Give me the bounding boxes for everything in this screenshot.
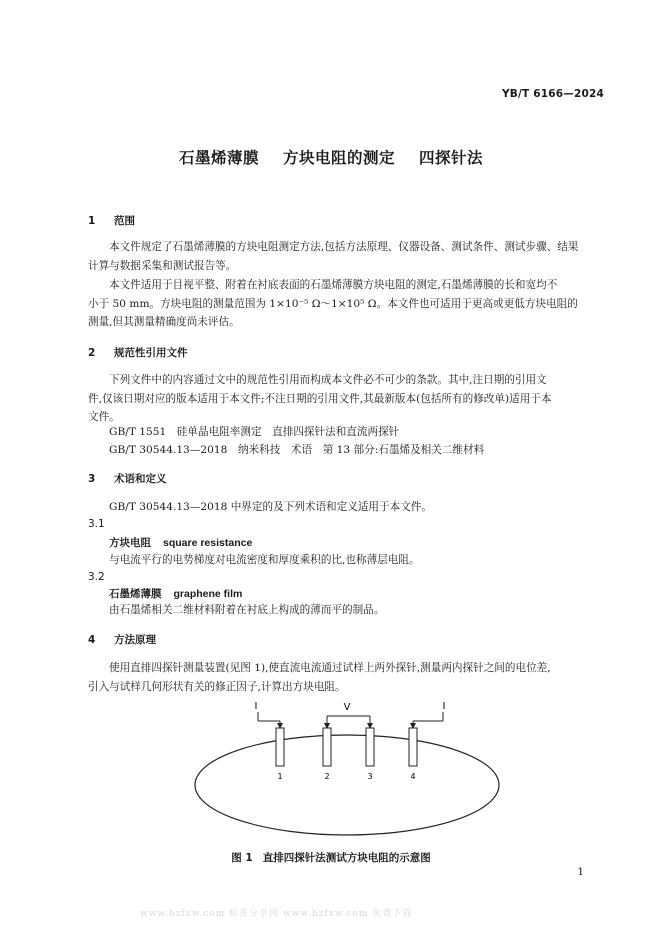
label-current-right: I: [442, 701, 446, 712]
section-number: 4: [88, 634, 96, 646]
sample-ellipse: [195, 735, 499, 835]
probe-1: [276, 728, 284, 766]
term-chinese: 石墨烯薄膜: [109, 588, 162, 600]
text-line: 引入与试样几何形状有关的修正因子,计算出方块电阻。: [88, 680, 346, 693]
section-3-intro: GB/T 30544.13—2018 中界定的及下列术语和定义适用于本文件。: [109, 501, 432, 513]
term-3-2-definition: 由石墨烯相关二维材料附着在衬底上构成的薄而平的制品。: [109, 604, 385, 616]
title-part-2: 方块电阻的测定: [282, 149, 395, 167]
text-line: 小于 50 mm。方块电阻的测量范围为 1×10⁻⁵ Ω～1×10⁵ Ω。本文件也可适用于更高或更低方块电阻的: [88, 297, 578, 310]
standard-number: YB/T 6166—2024: [501, 88, 604, 100]
figure-number: 图 1: [231, 852, 253, 864]
page-number: 1: [577, 866, 584, 878]
probe-2-label: 2: [324, 772, 330, 781]
section-title: 范围: [114, 215, 135, 227]
probe-2: [323, 728, 331, 766]
figure-caption-text: 直排四探针法测试方块电阻的示意图: [262, 852, 431, 864]
probe-1-label: 1: [277, 772, 283, 781]
probe-3: [366, 728, 374, 766]
watermark-text: www.bzfxw.com 标准分享网 www.bzfxw.com 免费下载: [140, 909, 413, 919]
title-part-3: 四探针法: [419, 149, 484, 167]
label-voltage: V: [343, 702, 351, 713]
text-line: 下列文件中的内容通过文中的规范性引用而构成本文件必不可少的条款。其中,注日期的引用文: [109, 374, 547, 386]
section-number: 2: [88, 347, 96, 359]
text-line: 本文件规定了石墨烯薄膜的方块电阻测定方法,包括方法原理、仪器设备、测试条件、测试步骤、结果: [109, 241, 579, 253]
term-3-1-definition: 与电流平行的电势梯度对电流密度和厚度乘积的比,也称薄层电阻。: [109, 554, 420, 566]
section-title: 术语和定义: [114, 473, 167, 485]
section-title: 规范性引用文件: [114, 347, 188, 359]
text-line: 计算与数据采集和测试报告等。: [88, 259, 237, 272]
text-line: 本文件适用于目视平整、附着在衬底表面的石墨烯薄膜方块电阻的测定,石墨烯薄膜的长和宽均不: [109, 279, 558, 291]
title-part-1: 石墨烯薄膜: [178, 149, 259, 167]
section-title: 方法原理: [114, 634, 156, 646]
term-english: square resistance: [163, 537, 253, 549]
probe-4: [409, 728, 417, 766]
text-line: 测量,但其测量精确度尚未评估。: [88, 316, 240, 328]
figure-caption: [0, 850, 662, 865]
section-number: 1: [88, 215, 96, 227]
section-number: 3: [88, 473, 96, 485]
text-line: 文件。: [88, 411, 120, 423]
normative-reference-1: GB/T 1551 硅单晶电阻率测定 直排四探针法和直流两探针: [109, 426, 400, 438]
term-english: graphene film: [173, 588, 243, 600]
label-current-left: I: [254, 701, 258, 712]
probe-4-label: 4: [410, 772, 416, 781]
probe-3-label: 3: [367, 772, 373, 781]
text-line: 件,仅该日期对应的版本适用于本文件;不注日期的引用文件,其最新版本(包括所有的修改单)适用于本: [88, 392, 552, 405]
term-chinese: 方块电阻: [109, 537, 151, 549]
normative-reference-2: GB/T 30544.13—2018 纳米科技 术语 第 13 部分:石墨烯及相关二维材料: [109, 444, 485, 456]
term-3-2-number: 3.2: [88, 571, 105, 583]
text-line: 使用直排四探针测量装置(见图 1),使直流电流通过试样上两外探针,测量两内探针之间的电位差,: [109, 662, 551, 674]
term-3-1-number: 3.1: [88, 518, 105, 530]
